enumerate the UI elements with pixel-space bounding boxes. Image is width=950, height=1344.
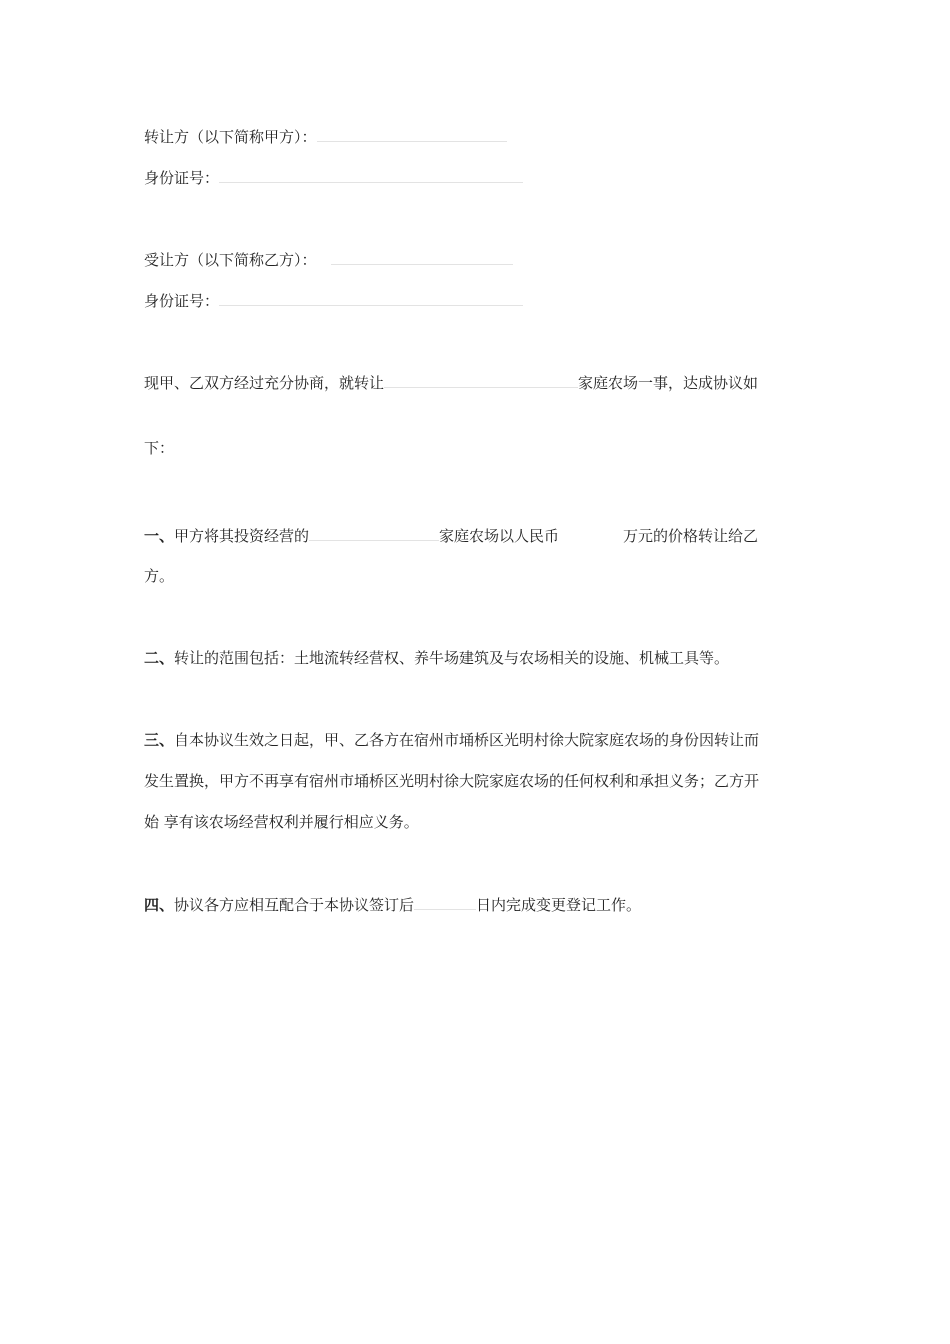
clause-4-text-b: 日内完成变更登记工作。 [476,896,642,914]
clause-3-text-2: 发生置换，甲方不再享有宿州市埇桥区光明村徐大院家庭农场的任何权利和承担义务；乙方开 [144,772,760,790]
clause-3-line-1 [144,730,759,750]
clause-3-text-1: 自本协议生效之日起，甲、乙各方在宿州市埇桥区光明村徐大院家庭农场的身份因转让而 [174,731,760,749]
intro-text-b: 家庭农场一事，达成协议如 [578,374,759,392]
clause-3-number: 三、 [144,731,175,749]
transferee-id-label: 身份证号： [144,292,220,310]
clause-4-days-field[interactable] [414,893,476,910]
clause-1-farm-field[interactable] [309,524,439,541]
clause-1-text-c: 万元的价格转让给乙 [623,527,759,545]
clause-1-line-2 [144,566,174,586]
clause-1-number: 一、 [144,527,175,545]
transferor-line [144,125,507,147]
transferee-name-field[interactable] [331,248,513,265]
clause-2-line [144,648,729,668]
intro-text-a: 现甲、乙双方经过充分协商，就转让 [144,374,385,392]
clause-4-text-a: 协议各方应相互配合于本协议签订后 [174,896,415,914]
clause-1-line-1 [144,524,758,546]
clause-4-line [144,893,641,915]
clause-4-number: 四、 [144,896,175,914]
transferor-id-line [144,166,523,188]
clause-1-text-d: 方。 [144,567,175,585]
transferor-id-field[interactable] [219,166,523,183]
transferee-id-field[interactable] [219,289,523,306]
farm-name-field[interactable] [384,371,578,388]
clause-1-text-b: 家庭农场以人民币 [439,527,560,545]
transferor-id-label: 身份证号： [144,169,220,187]
transferor-name-field[interactable] [317,125,507,142]
clause-2-number: 二、 [144,649,175,667]
transferee-label: 受让方（以下简称乙方）： [144,251,317,269]
clause-3-text-3: 始 享有该农场经营权利并履行相应义务。 [144,813,419,831]
intro-line-2 [144,438,174,458]
transferee-line [144,248,513,270]
intro-text-c: 下： [144,439,175,457]
transferee-id-line [144,289,523,311]
clause-3-line-2 [144,771,759,791]
transferor-label: 转让方（以下简称甲方）： [144,128,317,146]
clause-1-text-a: 甲方将其投资经营的 [174,527,310,545]
intro-line-1 [144,371,758,393]
clause-3-line-3 [144,812,419,832]
clause-2-text: 转让的范围包括：土地流转经营权、养牛场建筑及与农场相关的设施、机械工具等。 [174,649,730,667]
